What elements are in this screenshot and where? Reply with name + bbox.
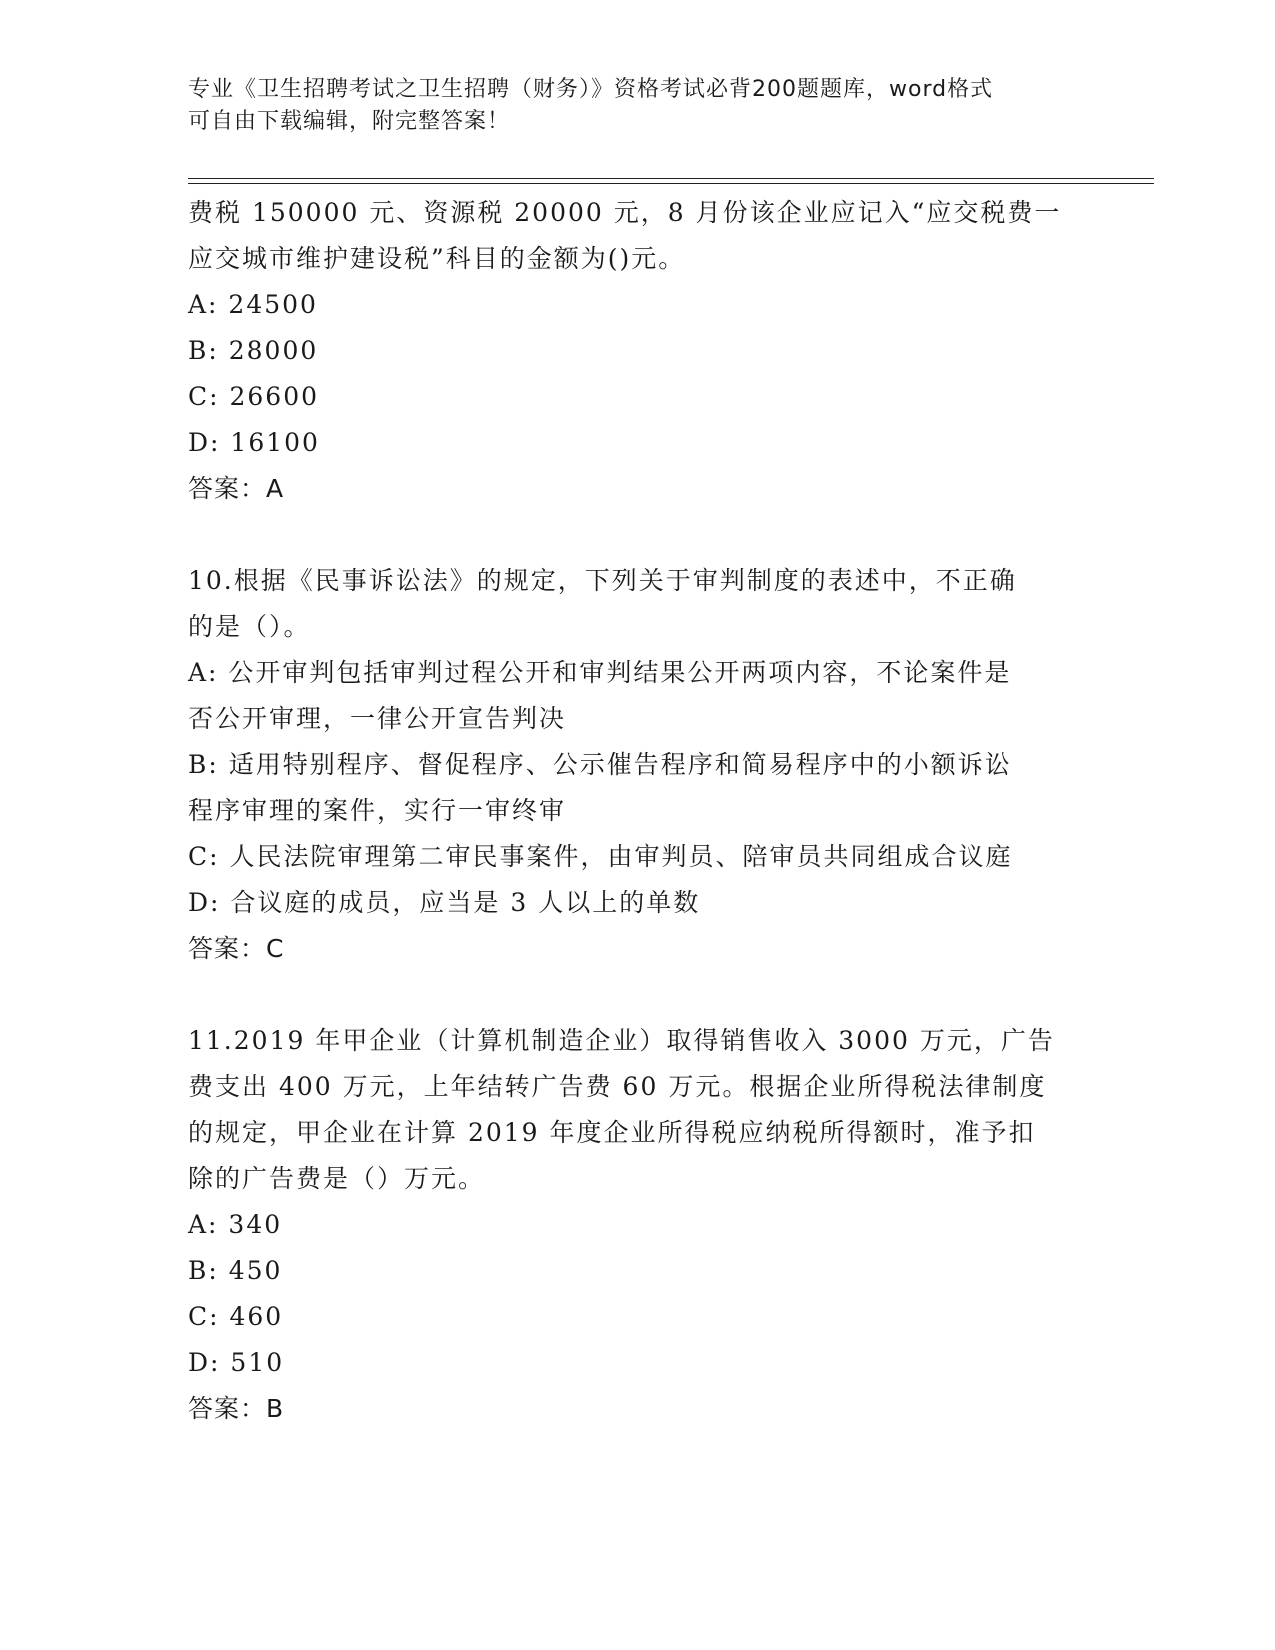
header-divider-bottom	[188, 183, 1154, 184]
question-11-stem-line-1: 11.2019 年甲企业（计算机制造企业）取得销售收入 3000 万元，广告	[188, 1026, 1055, 1055]
question-9-option-c: C: 26600	[188, 382, 320, 411]
question-10	[188, 558, 1068, 972]
header-divider-top	[188, 178, 1154, 179]
document-header	[188, 74, 1088, 138]
question-10-option-a-line-2: 否公开审理，一律公开宣告判决	[188, 704, 567, 733]
question-9-stem-line-1: 费税 150000 元、资源税 20000 元，8 月份该企业应记入“应交税费一	[188, 198, 1062, 227]
question-11-option-b: B: 450	[188, 1256, 283, 1285]
question-11-stem-line-4: 除的广告费是（）万元。	[188, 1164, 486, 1193]
document-body	[188, 190, 1068, 1432]
question-11	[188, 1018, 1068, 1432]
header-title-line-2: 可自由下载编辑，附完整答案！	[188, 109, 511, 134]
header-title-line-1: 专业《卫生招聘考试之卫生招聘（财务）》资格考试必背200题题库，word格式	[188, 77, 994, 102]
question-9-option-d: D: 16100	[188, 428, 320, 457]
question-10-option-d: D: 合议庭的成员，应当是 3 人以上的单数	[188, 888, 701, 917]
question-10-option-a-line-1: A: 公开审判包括审判过程公开和审判结果公开两项内容，不论案件是	[188, 658, 1012, 687]
question-11-option-d: D: 510	[188, 1348, 285, 1377]
question-9	[188, 190, 1068, 512]
question-11-stem-line-3: 的规定，甲企业在计算 2019 年度企业所得税应纳税所得额时，准予扣	[188, 1118, 1036, 1147]
question-9-option-a: A: 24500	[188, 290, 318, 319]
question-11-option-a: A: 340	[188, 1210, 283, 1239]
question-spacer	[188, 972, 1068, 1018]
question-10-option-b-line-1: B: 适用特别程序、督促程序、公示催告程序和简易程序中的小额诉讼	[188, 750, 1012, 779]
question-10-stem-line-1: 10.根据《民事诉讼法》的规定，下列关于审判制度的表述中，不正确	[188, 566, 1017, 595]
question-9-option-b: B: 28000	[188, 336, 319, 365]
question-9-answer: 答案：A	[188, 474, 285, 503]
question-10-option-b-line-2: 程序审理的案件，实行一审终审	[188, 796, 567, 825]
question-9-stem-line-2: 应交城市维护建设税”科目的金额为()元。	[188, 244, 686, 273]
question-11-answer: 答案：B	[188, 1394, 285, 1423]
question-spacer	[188, 512, 1068, 558]
question-10-option-c: C: 人民法院审理第二审民事案件，由审判员、陪审员共同组成合议庭	[188, 842, 1013, 871]
question-11-stem-line-2: 费支出 400 万元，上年结转广告费 60 万元。根据企业所得税法律制度	[188, 1072, 1047, 1101]
question-10-stem-line-2: 的是（）。	[188, 612, 311, 641]
question-10-answer: 答案：C	[188, 934, 285, 963]
question-11-option-c: C: 460	[188, 1302, 284, 1331]
